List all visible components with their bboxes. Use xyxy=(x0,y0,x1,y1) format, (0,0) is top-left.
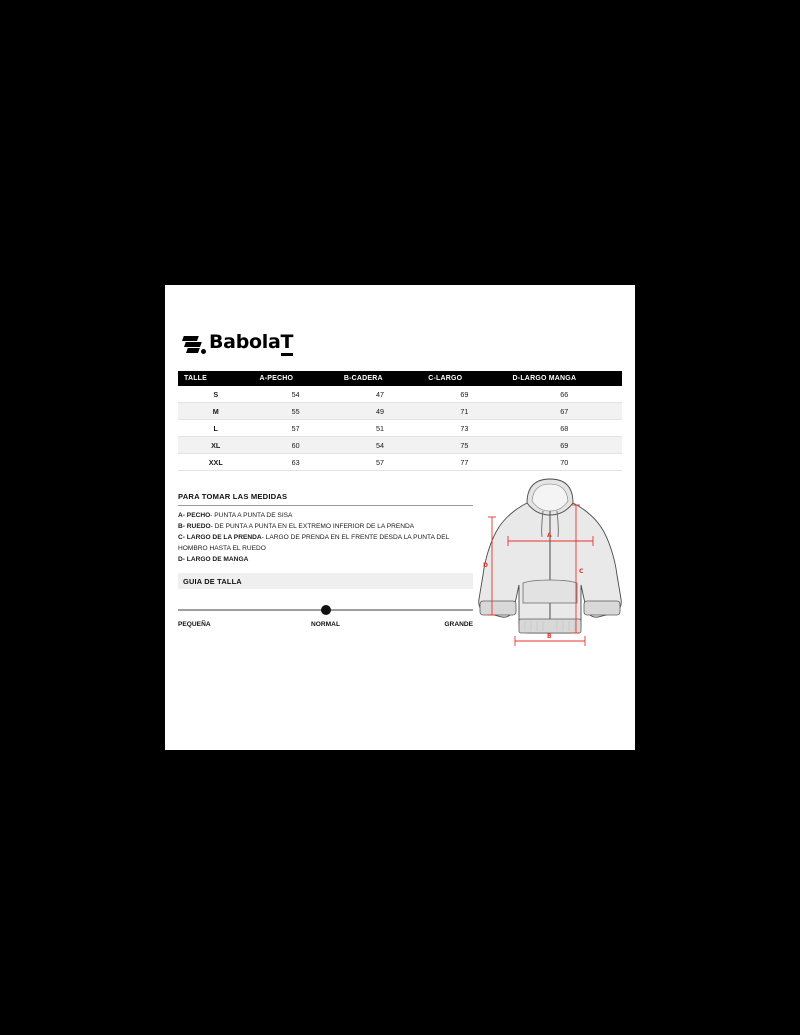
instruction-label-c: C- LARGO DE LA PRENDA xyxy=(178,534,262,542)
table-row xyxy=(178,454,622,471)
cell-pecho: 60 xyxy=(253,437,337,454)
cell-largo: 71 xyxy=(422,403,506,420)
cell-largo: 69 xyxy=(422,386,506,403)
instructions-title: PARA TOMAR LAS MEDIDAS xyxy=(178,492,473,506)
instruction-text-c: - LARGO DE PRENDA EN EL FRENTE DESDA LA PUNTA DEL HOMBRO HASTA EL RUEDO xyxy=(178,534,450,552)
brand-name: BabolaT xyxy=(209,333,293,356)
table-row xyxy=(178,403,622,420)
cell-talle: XXL xyxy=(178,454,253,471)
marker-label-d: D xyxy=(483,562,488,569)
column-header-talle: TALLE xyxy=(178,371,253,386)
fit-label-large: GRANDE xyxy=(444,621,473,629)
cell-talle: XL xyxy=(178,437,253,454)
cell-pecho: 57 xyxy=(253,420,337,437)
fit-label-normal: NORMAL xyxy=(311,621,340,629)
cell-largo: 73 xyxy=(422,420,506,437)
cell-pecho: 63 xyxy=(253,454,337,471)
instruction-text-a: - PUNTA A PUNTA DE SISA xyxy=(210,512,293,519)
instruction-text-b: - DE PUNTA A PUNTA EN EL EXTREMO INFERIOR DE LA PRENDA xyxy=(210,523,415,531)
cell-cadera: 57 xyxy=(338,454,422,471)
column-header-pecho: A-PECHO xyxy=(253,371,337,386)
instruction-label-d: D- LARGO DE MANGA xyxy=(178,555,249,563)
cell-manga: 68 xyxy=(507,420,622,437)
marker-label-a: A xyxy=(547,532,552,539)
instruction-line-d xyxy=(178,555,473,565)
column-header-largo: C-LARGO xyxy=(422,371,506,386)
instruction-line-c xyxy=(178,533,473,553)
column-header-cadera: B-CADERA xyxy=(338,371,422,386)
marker-label-c: C xyxy=(579,568,584,575)
cell-talle: S xyxy=(178,386,253,403)
cell-talle: M xyxy=(178,403,253,420)
fit-slider-knob[interactable] xyxy=(321,605,331,615)
measurement-instructions xyxy=(178,492,473,633)
instruction-label-b: B- RUEDO xyxy=(178,523,211,531)
cell-cadera: 47 xyxy=(338,386,422,403)
instruction-line-a xyxy=(178,511,473,521)
hoodie-measurement-diagram xyxy=(475,475,625,660)
fit-slider[interactable] xyxy=(178,605,473,615)
cell-pecho: 54 xyxy=(253,386,337,403)
table-header-row xyxy=(178,371,622,386)
cell-largo: 75 xyxy=(422,437,506,454)
table-row xyxy=(178,420,622,437)
fit-slider-labels xyxy=(178,621,473,633)
cell-talle: L xyxy=(178,420,253,437)
cell-pecho: 55 xyxy=(253,403,337,420)
cell-largo: 77 xyxy=(422,454,506,471)
size-table xyxy=(178,371,622,471)
cell-cadera: 54 xyxy=(338,437,422,454)
table-row xyxy=(178,386,622,403)
column-header-largo-manga: D-LARGO MANGA xyxy=(507,371,622,386)
cell-manga: 66 xyxy=(507,386,622,403)
cell-cadera: 51 xyxy=(338,420,422,437)
cell-cadera: 49 xyxy=(338,403,422,420)
cell-manga: 67 xyxy=(507,403,622,420)
instruction-label-a: A- PECHO xyxy=(178,512,211,519)
marker-label-b: B xyxy=(547,633,552,640)
babolat-logo-icon xyxy=(183,334,206,355)
fit-label-small: PEQUEÑA xyxy=(178,621,211,629)
cell-manga: 69 xyxy=(507,437,622,454)
cell-manga: 70 xyxy=(507,454,622,471)
brand-logo xyxy=(183,330,294,355)
table-row xyxy=(178,437,622,454)
size-guide-sheet xyxy=(165,285,635,750)
size-guide-title: GUIA DE TALLA xyxy=(178,573,473,589)
instruction-line-b xyxy=(178,522,473,532)
